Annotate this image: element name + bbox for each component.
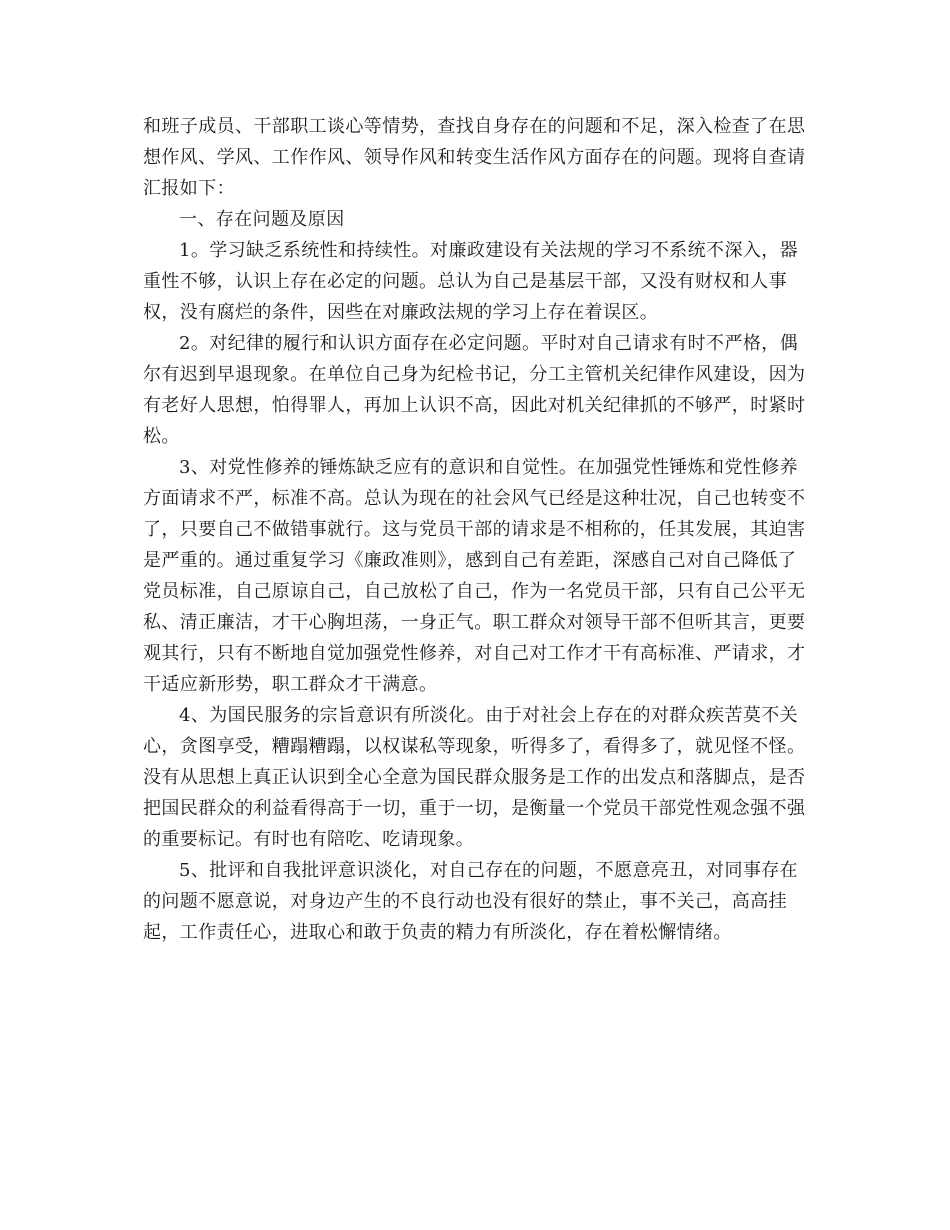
document-body [143,111,815,948]
text-line: 松。 [143,426,180,447]
text-line: 观其行，只有不断地自觉加强党性修养，对自己对工作才干有高标准、严请求，才 [143,643,806,664]
text-line: 4、为国民服务的宗旨意识有所淡化。由于对社会上存在的对群众疾苦莫不关 [179,705,799,726]
text-line: 是严重的。通过重复学习《廉政准则》，感到自己有差距，深感自己对自己降低了 [143,550,797,571]
paragraph-item-2 [143,328,815,452]
paragraph-intro [143,111,815,204]
text-line: 私、清正廉洁，才干心胸坦荡，一身正气。职工群众对领导干部不但听其言，更要 [143,612,806,633]
paragraph-item-1 [143,235,815,328]
text-line: 心，贪图享受，糟蹋糟蹋，以权谋私等现象，听得多了，看得多了，就见怪不怪。 [143,736,806,757]
text-line: 2。对纪律的履行和认识方面存在必定问题。平时对自己请求有时不严格，偶 [179,333,799,354]
paragraph-item-4 [143,700,815,855]
text-line: 汇报如下： [143,178,235,199]
text-line: 的问题不愿意说，对身边产生的不良行动也没有很好的禁止，事不关己，高高挂 [143,891,787,912]
section-heading-text: 一、存在问题及原因 [179,209,345,230]
text-line: 了，只要自己不做错事就行。这与党员干部的请求是不相称的，任其发展，其迫害 [143,519,806,540]
text-line: 有老好人思想，怕得罪人，再加上认识不高，因此对机关纪律抓的不够严，时紧时 [143,395,806,416]
text-line: 1。学习缺乏系统性和持续性。对廉政建设有关法规的学习不系统不深入，器 [179,240,799,261]
section-heading [143,204,815,235]
text-line: 党员标准，自己原谅自己，自己放松了自己，作为一名党员干部，只有自己公平无 [143,581,806,602]
text-line: 方面请求不严，标准不高。总认为现在的社会风气已经是这种壮况，自己也转变不 [143,488,806,509]
text-line: 权，没有腐烂的条件，因些在对廉政法规的学习上存在着误区。 [143,302,659,323]
text-line: 干适应新形势，职工群众才干满意。 [143,674,438,695]
text-line: 5、批评和自我批评意识淡化，对自己存在的问题，不愿意亮丑，对同事存在 [179,860,799,881]
text-line: 重性不够，认识上存在必定的问题。总认为自己是基层干部，又没有财权和人事 [143,271,787,292]
text-line: 的重要标记。有时也有陪吃、吃请现象。 [143,829,475,850]
text-line: 3、对党性修养的锤炼缺乏应有的意识和自觉性。在加强党性锤炼和党性修养 [179,457,799,478]
text-line: 想作风、学风、工作作风、领导作风和转变生活作风方面存在的问题。现将自查请 [143,147,806,168]
text-line: 起，工作责任心，进取心和敢于负责的精力有所淡化，存在着松懈情绪。 [143,922,732,943]
text-line: 和班子成员、干部职工谈心等情势，查找自身存在的问题和不足，深入检查了在思 [143,116,806,137]
text-line: 把国民群众的利益看得高于一切，重于一切，是衡量一个党员干部党性观念强不强 [143,798,806,819]
paragraph-item-5 [143,855,815,948]
paragraph-item-3 [143,452,815,700]
text-line: 没有从思想上真正认识到全心全意为国民群众服务是工作的出发点和落脚点，是否 [143,767,806,788]
text-line: 尔有迟到早退现象。在单位自己身为纪检书记，分工主管机关纪律作风建设，因为 [143,364,806,385]
